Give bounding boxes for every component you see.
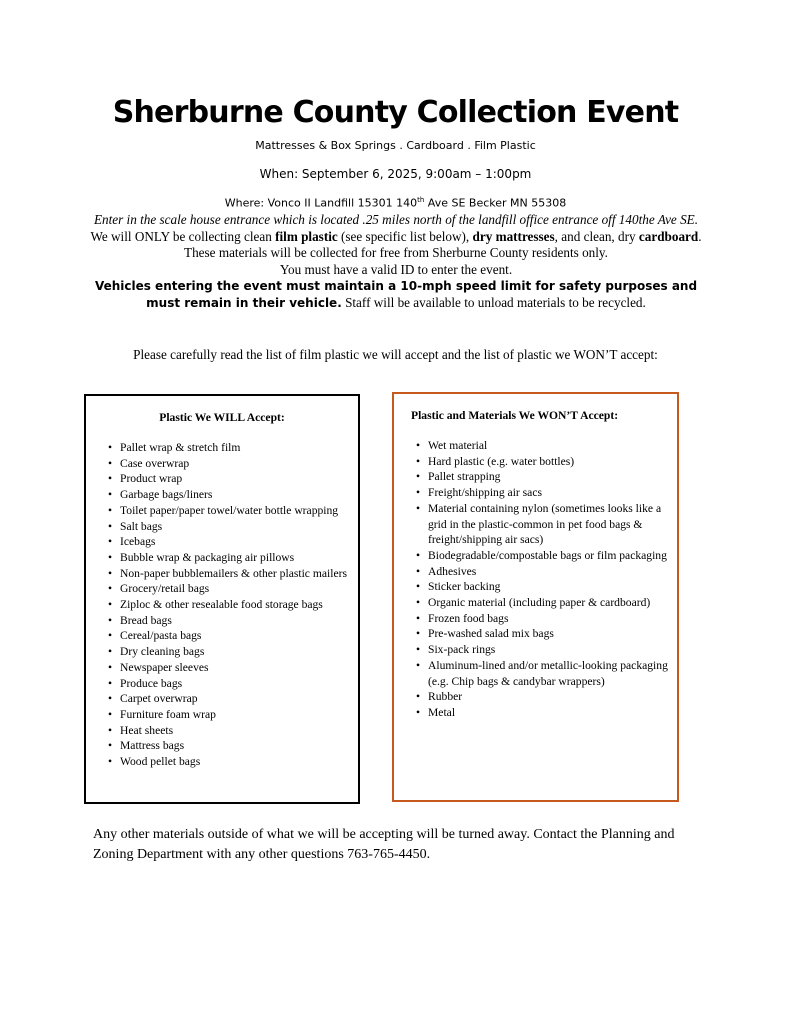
accept-list-item: • Pallet wrap & stretch film <box>108 440 354 456</box>
list-instructions: Please carefully read the list of film plastic we will accept and the list of plastic we WON’T accept: <box>133 347 658 362</box>
accept-list-box <box>84 394 360 804</box>
collection-statement <box>80 229 712 262</box>
accept-list-item: • Non-paper bubblemailers & other plastic mailers <box>108 566 354 582</box>
accept-list-item: • Case overwrap <box>108 456 354 472</box>
reject-list-item: • Frozen food bags <box>416 611 675 627</box>
reject-list-item: • Organic material (including paper & cardboard) <box>416 595 675 611</box>
accept-list-item: • Mattress bags <box>108 738 354 754</box>
reject-list-item: • Freight/shipping air sacs <box>416 485 675 501</box>
accept-list-item: • Garbage bags/liners <box>108 487 354 503</box>
reject-list-item: • Sticker backing <box>416 579 675 595</box>
reject-list-item: • Adhesives <box>416 564 675 580</box>
event-subtitle: Mattresses & Box Springs . Cardboard . Film Plastic <box>255 139 536 152</box>
event-date: When: September 6, 2025, 9:00am – 1:00pm <box>259 167 532 181</box>
collect-text-1: We will ONLY be collecting clean <box>90 228 276 244</box>
collect-text-2: (see specific list below), <box>337 228 473 244</box>
accept-list-item: • Bread bags <box>108 613 354 629</box>
collect-text-4: . These materials will be collected for free from Sherburne County residents only. <box>184 228 702 260</box>
location-prefix: Where: Vonco II Landfill 15301 140 <box>224 196 418 210</box>
page-title: Sherburne County Collection Event <box>112 95 679 130</box>
entrance-directions: Enter in the scale house entrance which is located .25 miles north of the landfill office entrance off 140the Ave SE. <box>93 212 699 227</box>
collect-bold-cardboard: cardboard <box>638 228 699 244</box>
accept-list-item: • Bubble wrap & packaging air pillows <box>108 550 354 566</box>
reject-list-item: • Pallet strapping <box>416 469 675 485</box>
accept-list-item: • Produce bags <box>108 676 354 692</box>
vehicle-rules <box>80 278 712 311</box>
accept-list-item: • Grocery/retail bags <box>108 581 354 597</box>
accept-list <box>108 440 354 770</box>
location-suffix: Ave SE Becker MN 55308 <box>424 196 567 210</box>
vehicle-rules-rest: Staff will be available to unload materials to be recycled. <box>341 294 646 310</box>
accept-list-item: • Wood pellet bags <box>108 754 354 770</box>
accept-list-item: • Heat sheets <box>108 723 354 739</box>
accept-list-heading: Plastic We WILL Accept: <box>159 411 285 424</box>
location-superscript: th <box>417 196 425 204</box>
accept-list-item: • Carpet overwrap <box>108 691 354 707</box>
reject-list-item: • Pre-washed salad mix bags <box>416 626 675 642</box>
reject-list-box <box>392 392 679 802</box>
reject-list-item: • Rubber <box>416 689 675 705</box>
event-location <box>0 196 791 210</box>
reject-list-item: • Six-pack rings <box>416 642 675 658</box>
accept-list-item: • Product wrap <box>108 471 354 487</box>
reject-list-item: • Hard plastic (e.g. water bottles) <box>416 454 675 470</box>
reject-list <box>416 438 675 721</box>
accept-list-item: • Toilet paper/paper towel/water bottle wrapping <box>108 503 354 519</box>
accept-list-item: • Furniture foam wrap <box>108 707 354 723</box>
accept-list-item: • Ziploc & other resealable food storage bags <box>108 597 354 613</box>
id-requirement: You must have a valid ID to enter the event. <box>279 261 513 277</box>
collect-text-3: , and clean, dry <box>554 228 639 244</box>
collect-bold-film-plastic: film plastic <box>275 228 338 244</box>
reject-list-item: • Biodegradable/compostable bags or film packaging <box>416 548 675 564</box>
event-info <box>80 212 712 311</box>
vehicle-rules-bold: Vehicles entering the event must maintain a 10-mph speed limit for safety purposes and must remain in their vehicle. <box>94 279 698 310</box>
reject-list-item: • Metal <box>416 705 675 721</box>
accept-list-item: • Newspaper sleeves <box>108 660 354 676</box>
accept-list-item: • Salt bags <box>108 519 354 535</box>
reject-list-heading: Plastic and Materials We WON’T Accept: <box>411 409 619 422</box>
footer-contact-note: Any other materials outside of what we will be accepting will be turned away. Contact the Planning and Zoning Department with any other questions 763-765-4450. <box>93 827 675 862</box>
reject-list-item: • Material containing nylon (sometimes looks like a grid in the plastic-common in pet food bags & freight/shipping air sacs) <box>416 501 675 548</box>
reject-list-item: • Wet material <box>416 438 675 454</box>
accept-list-item: • Dry cleaning bags <box>108 644 354 660</box>
accept-list-item: • Icebags <box>108 534 354 550</box>
accept-list-item: • Cereal/pasta bags <box>108 628 354 644</box>
collect-bold-mattresses: dry mattresses <box>472 228 555 244</box>
reject-list-item: • Aluminum-lined and/or metallic-looking packaging (e.g. Chip bags & candybar wrappers) <box>416 658 675 689</box>
